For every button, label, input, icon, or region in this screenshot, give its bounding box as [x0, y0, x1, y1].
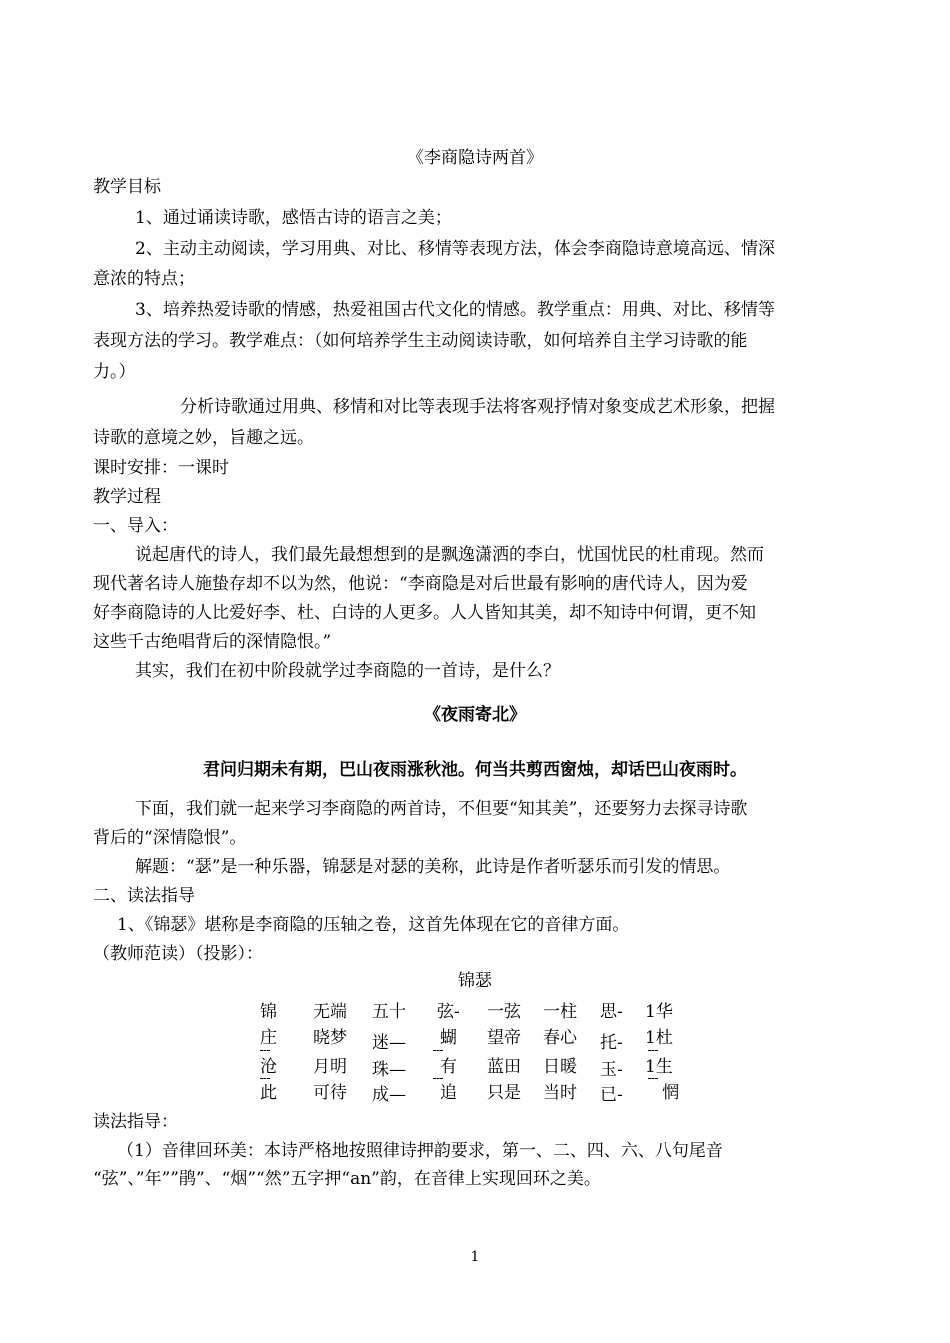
goal-item-2-line-1: 2、主动主动阅读，学习用典、对比、移情等表现方法，体会李商隐诗意境高远、情深	[135, 239, 775, 259]
question-line: 其实，我们在初中阶段就学过李商隐的一首诗，是什么？	[135, 661, 560, 681]
poem-cell: 蝴	[440, 1028, 457, 1048]
poem-cell: 玉-	[600, 1060, 623, 1080]
poem-cell: 追	[440, 1083, 457, 1103]
poem-cell: 月明	[313, 1057, 347, 1077]
page-number: 1	[470, 1249, 480, 1265]
goal-item-1: 1、通过诵读诗歌，感悟古诗的语言之美；	[135, 208, 452, 228]
goal-item-3-line-3: 力。）	[93, 362, 136, 382]
intro-paragraph-line-4: 这些千古绝唱背后的深情隐恨。”	[93, 632, 332, 652]
dash-mark	[260, 1050, 270, 1051]
poem-cell: 惘	[662, 1083, 679, 1103]
poem-cell: 春心	[543, 1028, 577, 1048]
dash-mark	[433, 1078, 443, 1079]
dash-mark	[648, 1078, 658, 1079]
transition-paragraph-line-2: 背后的“深情隐恨”。	[93, 828, 247, 848]
poem-cell: 一弦	[487, 1002, 521, 1022]
poem-cell: 弦-	[437, 1002, 460, 1022]
intro-paragraph-line-3: 好李商隐诗的人比爱好李、杜、白诗的人更多。人人皆知其美，却不知诗中何谓，更不知	[93, 603, 756, 623]
goal-item-3-line-2: 表现方法的学习。教学难点：（如何培养学生主动阅读诗歌，如何培养自主学习诗歌的能	[93, 331, 748, 351]
title-explanation: 解题：“瑟”是一种乐器，锦瑟是对瑟的美称，此诗是作者听瑟乐而引发的情思。	[135, 857, 731, 877]
poem-cell: 思-	[600, 1002, 623, 1022]
poem-cell: 已-	[600, 1085, 623, 1105]
poem-cell: 当时	[543, 1083, 577, 1103]
section-heading-process: 教学过程	[93, 487, 161, 507]
poem-cell: 成—	[372, 1085, 406, 1105]
reading-guide-note: （教师范读）（投影）：	[93, 944, 263, 964]
poem-cell: 1杜	[645, 1028, 673, 1048]
document-title: 《李商隐诗两首》	[407, 148, 543, 168]
reading-guide-point-1-line-2: “弦”、”年””鹃”、“烟”“然”五字押“an”韵，在音律上实现回环之美。	[93, 1169, 601, 1189]
poem-cell: 锦	[260, 1002, 277, 1022]
poem-cell: 托-	[600, 1033, 623, 1053]
reading-guide-item-1: 1、《锦瑟》堪称是李商隐的压轴之卷，这首先体现在它的音律方面。	[117, 915, 630, 935]
poem-cell: 1华	[645, 1002, 673, 1022]
reading-guide-heading: 读法指导：	[93, 1112, 178, 1132]
poem-cell: 一柱	[543, 1002, 577, 1022]
poem-cell: 可待	[313, 1083, 347, 1103]
poem-title-jinse: 锦瑟	[458, 971, 492, 991]
poem-cell: 无端	[313, 1002, 347, 1022]
poem-cell: 五十	[372, 1002, 406, 1022]
intro-paragraph-line-2: 现代著名诗人施蛰存却不以为然，他说：“李商隐是对后世最有影响的唐代诗人，因为爱	[93, 574, 748, 594]
section-heading-reading-guide: 二、读法指导	[93, 886, 195, 906]
analysis-line-2: 诗歌的意境之妙，旨趣之远。	[93, 428, 314, 448]
dash-mark	[433, 1050, 443, 1051]
poem-cell: 迷—	[372, 1033, 406, 1053]
poem-cell: 沧	[260, 1057, 277, 1077]
poem-cell: 有	[440, 1057, 457, 1077]
poem-text-yeyujibei: 君问归期未有期，巴山夜雨涨秋池。何当共剪西窗烛，却话巴山夜雨时。	[203, 760, 747, 780]
poem-title-yeyujibei: 《夜雨寄北》	[424, 705, 526, 725]
poem-cell: 庄	[260, 1028, 277, 1048]
poem-cell: 只是	[487, 1083, 521, 1103]
poem-cell: 1生	[645, 1057, 673, 1077]
poem-cell: 珠—	[372, 1060, 406, 1080]
intro-paragraph-line-1: 说起唐代的诗人，我们最先最想想到的是飘逸潇洒的李白，忧国忧民的杜甫现。然而	[135, 545, 764, 565]
poem-cell: 日暖	[543, 1057, 577, 1077]
section-heading-intro: 一、导入：	[93, 516, 178, 536]
poem-cell: 晓梦	[313, 1028, 347, 1048]
goal-item-3-line-1: 3、培养热爱诗歌的情感，热爱祖国古代文化的情感。教学重点：用典、对比、移情等	[135, 300, 775, 320]
analysis-line-1: 分析诗歌通过用典、移情和对比等表现手法将客观抒情对象变成艺术形象，把握	[180, 397, 775, 417]
dash-mark	[648, 1050, 658, 1051]
transition-paragraph-line-1: 下面，我们就一起来学习李商隐的两首诗，不但要“知其美”，还要努力去探寻诗歌	[135, 799, 748, 819]
poem-cell: 此	[260, 1083, 277, 1103]
reading-guide-point-1-line-1: （1）音律回环美：本诗严格地按照律诗押韵要求，第一、二、四、六、八句尾音	[117, 1141, 723, 1161]
section-heading-goals: 教学目标	[93, 177, 161, 197]
poem-cell: 蓝田	[487, 1057, 521, 1077]
schedule-line: 课时安排：一课时	[93, 458, 229, 478]
dash-mark	[260, 1078, 270, 1079]
goal-item-2-line-2: 意浓的特点；	[93, 269, 195, 289]
poem-cell: 望帝	[487, 1028, 521, 1048]
